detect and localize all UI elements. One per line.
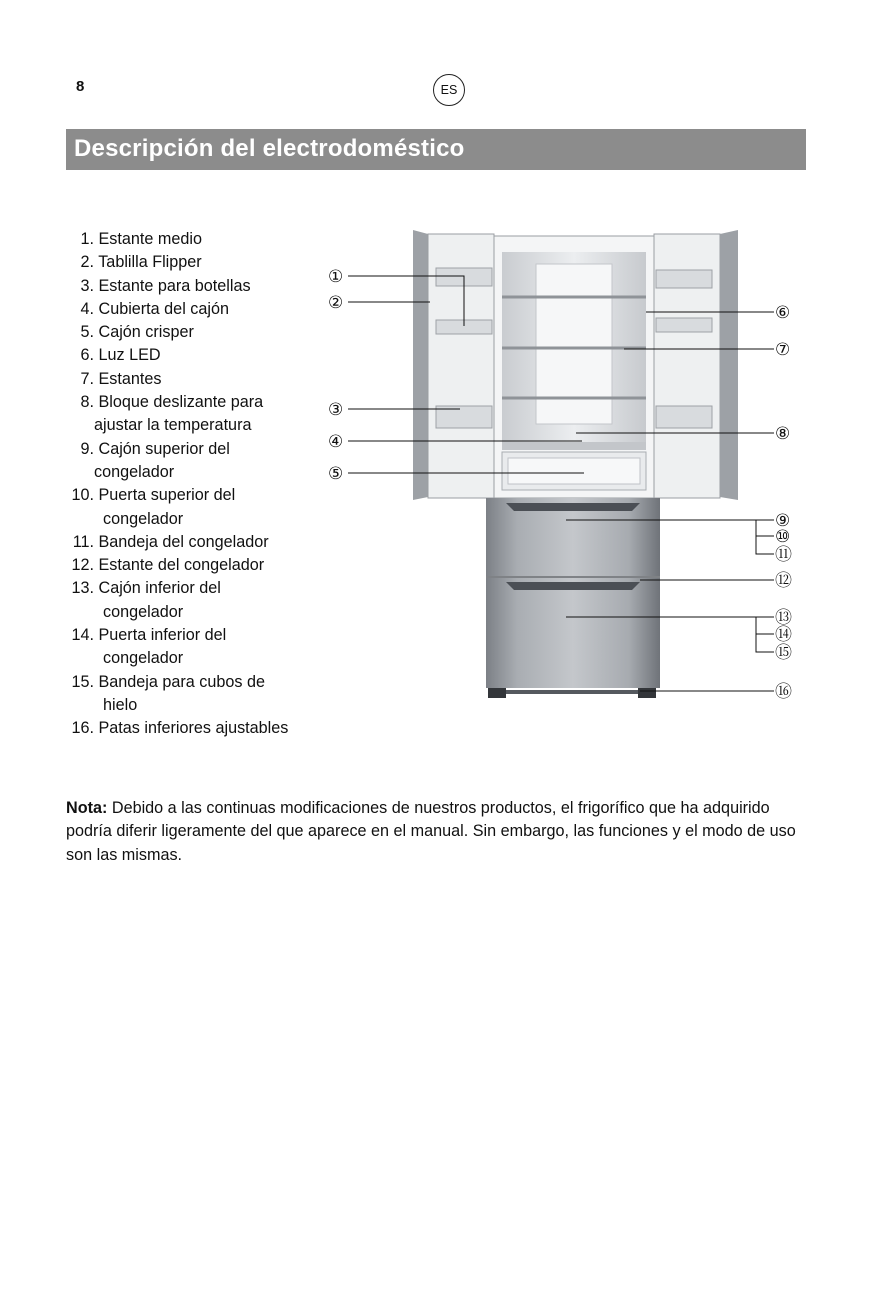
part-item [60, 531, 330, 554]
part-label: Bandeja del congelador [98, 532, 269, 551]
part-number: 14. [71, 626, 94, 645]
part-label: hielo [103, 695, 138, 714]
part-item [60, 368, 330, 391]
callout-16: ⑯ [775, 682, 792, 702]
callout-2: ② [328, 293, 344, 313]
part-label: Estante para botellas [98, 276, 251, 295]
part-label: congelador [94, 462, 175, 481]
section-title: Descripción del electrodoméstico [66, 129, 806, 170]
callout-11: ⑪ [775, 545, 792, 565]
part-number: 12. [71, 556, 94, 575]
part-label: Bloque deslizante para [98, 393, 264, 412]
parts-list [60, 228, 330, 741]
part-item [60, 228, 330, 251]
note-label: Nota: [66, 799, 108, 817]
fridge-illustration [413, 230, 738, 698]
part-label: Tablilla Flipper [98, 253, 202, 272]
callout-1: ① [328, 267, 344, 287]
part-label: Puerta inferior del [98, 626, 227, 645]
part-item [60, 321, 330, 344]
callout-6: ⑥ [775, 303, 791, 323]
callout-8: ⑧ [775, 424, 791, 444]
part-item-continued [60, 694, 330, 717]
part-number: 3. [80, 276, 94, 295]
note-text: Debido a las continuas modificaciones de nuestros productos, el frigorífico que ha adquirido podría diferir ligeramente del que aparece en el manual. Sin embargo, las funciones y el modo de uso son las mismas. [66, 799, 796, 864]
part-label: Estantes [98, 369, 162, 388]
part-item [60, 484, 330, 507]
part-label: Estante del congelador [98, 556, 265, 575]
fridge-diagram [318, 222, 808, 714]
page-number: 8 [76, 78, 85, 95]
part-label: Cajón inferior del [98, 579, 221, 598]
callout-4: ④ [328, 432, 344, 452]
callout-3: ③ [328, 400, 344, 420]
part-item [60, 251, 330, 274]
part-number: 11. [72, 532, 94, 551]
language-badge: ES [433, 74, 465, 106]
part-item-continued [60, 414, 330, 437]
part-label: Patas inferiores ajustables [98, 719, 289, 738]
part-item-continued [60, 508, 330, 531]
part-number: 2. [80, 253, 94, 272]
part-number: 4. [80, 299, 94, 318]
callout-12: ⑫ [775, 571, 792, 591]
part-item-continued [60, 601, 330, 624]
part-label: congelador [103, 602, 184, 621]
callout-15: ⑮ [775, 643, 792, 663]
part-item [60, 671, 330, 694]
part-item [60, 577, 330, 600]
part-item [60, 344, 330, 367]
callout-5: ⑤ [328, 464, 344, 484]
part-label: Luz LED [98, 346, 161, 365]
part-number: 8. [80, 393, 94, 412]
part-label: Cajón superior del [98, 439, 230, 458]
part-item [60, 717, 330, 740]
part-label: Puerta superior del [98, 486, 236, 505]
part-number: 1. [80, 230, 94, 248]
part-item [60, 275, 330, 298]
part-label: Estante medio [98, 230, 202, 248]
part-number: 9. [80, 439, 94, 458]
callout-13: ⑬ [775, 608, 792, 628]
part-label: Bandeja para cubos de [98, 672, 265, 691]
callout-9: ⑨ [775, 511, 791, 531]
part-item-continued [60, 461, 330, 484]
part-item-continued [60, 647, 330, 670]
part-number: 13. [71, 579, 94, 598]
part-label: Cubierta del cajón [98, 299, 229, 318]
part-number: 10. [71, 486, 94, 505]
part-number: 7. [80, 369, 94, 388]
note-paragraph [66, 797, 811, 867]
part-number: 5. [80, 323, 94, 342]
part-item [60, 554, 330, 577]
part-item [60, 438, 330, 461]
callout-10: ⑩ [775, 527, 791, 547]
callout-7: ⑦ [775, 340, 791, 360]
callout-14: ⑭ [775, 625, 792, 645]
part-label: congelador [103, 649, 184, 668]
part-item [60, 298, 330, 321]
part-number: 16. [71, 719, 94, 738]
part-label: Cajón crisper [98, 323, 194, 342]
part-item [60, 624, 330, 647]
part-item [60, 391, 330, 414]
part-number: 6. [80, 346, 94, 365]
part-label: congelador [103, 509, 184, 528]
part-label: ajustar la temperatura [94, 416, 252, 435]
part-number: 15. [71, 672, 94, 691]
